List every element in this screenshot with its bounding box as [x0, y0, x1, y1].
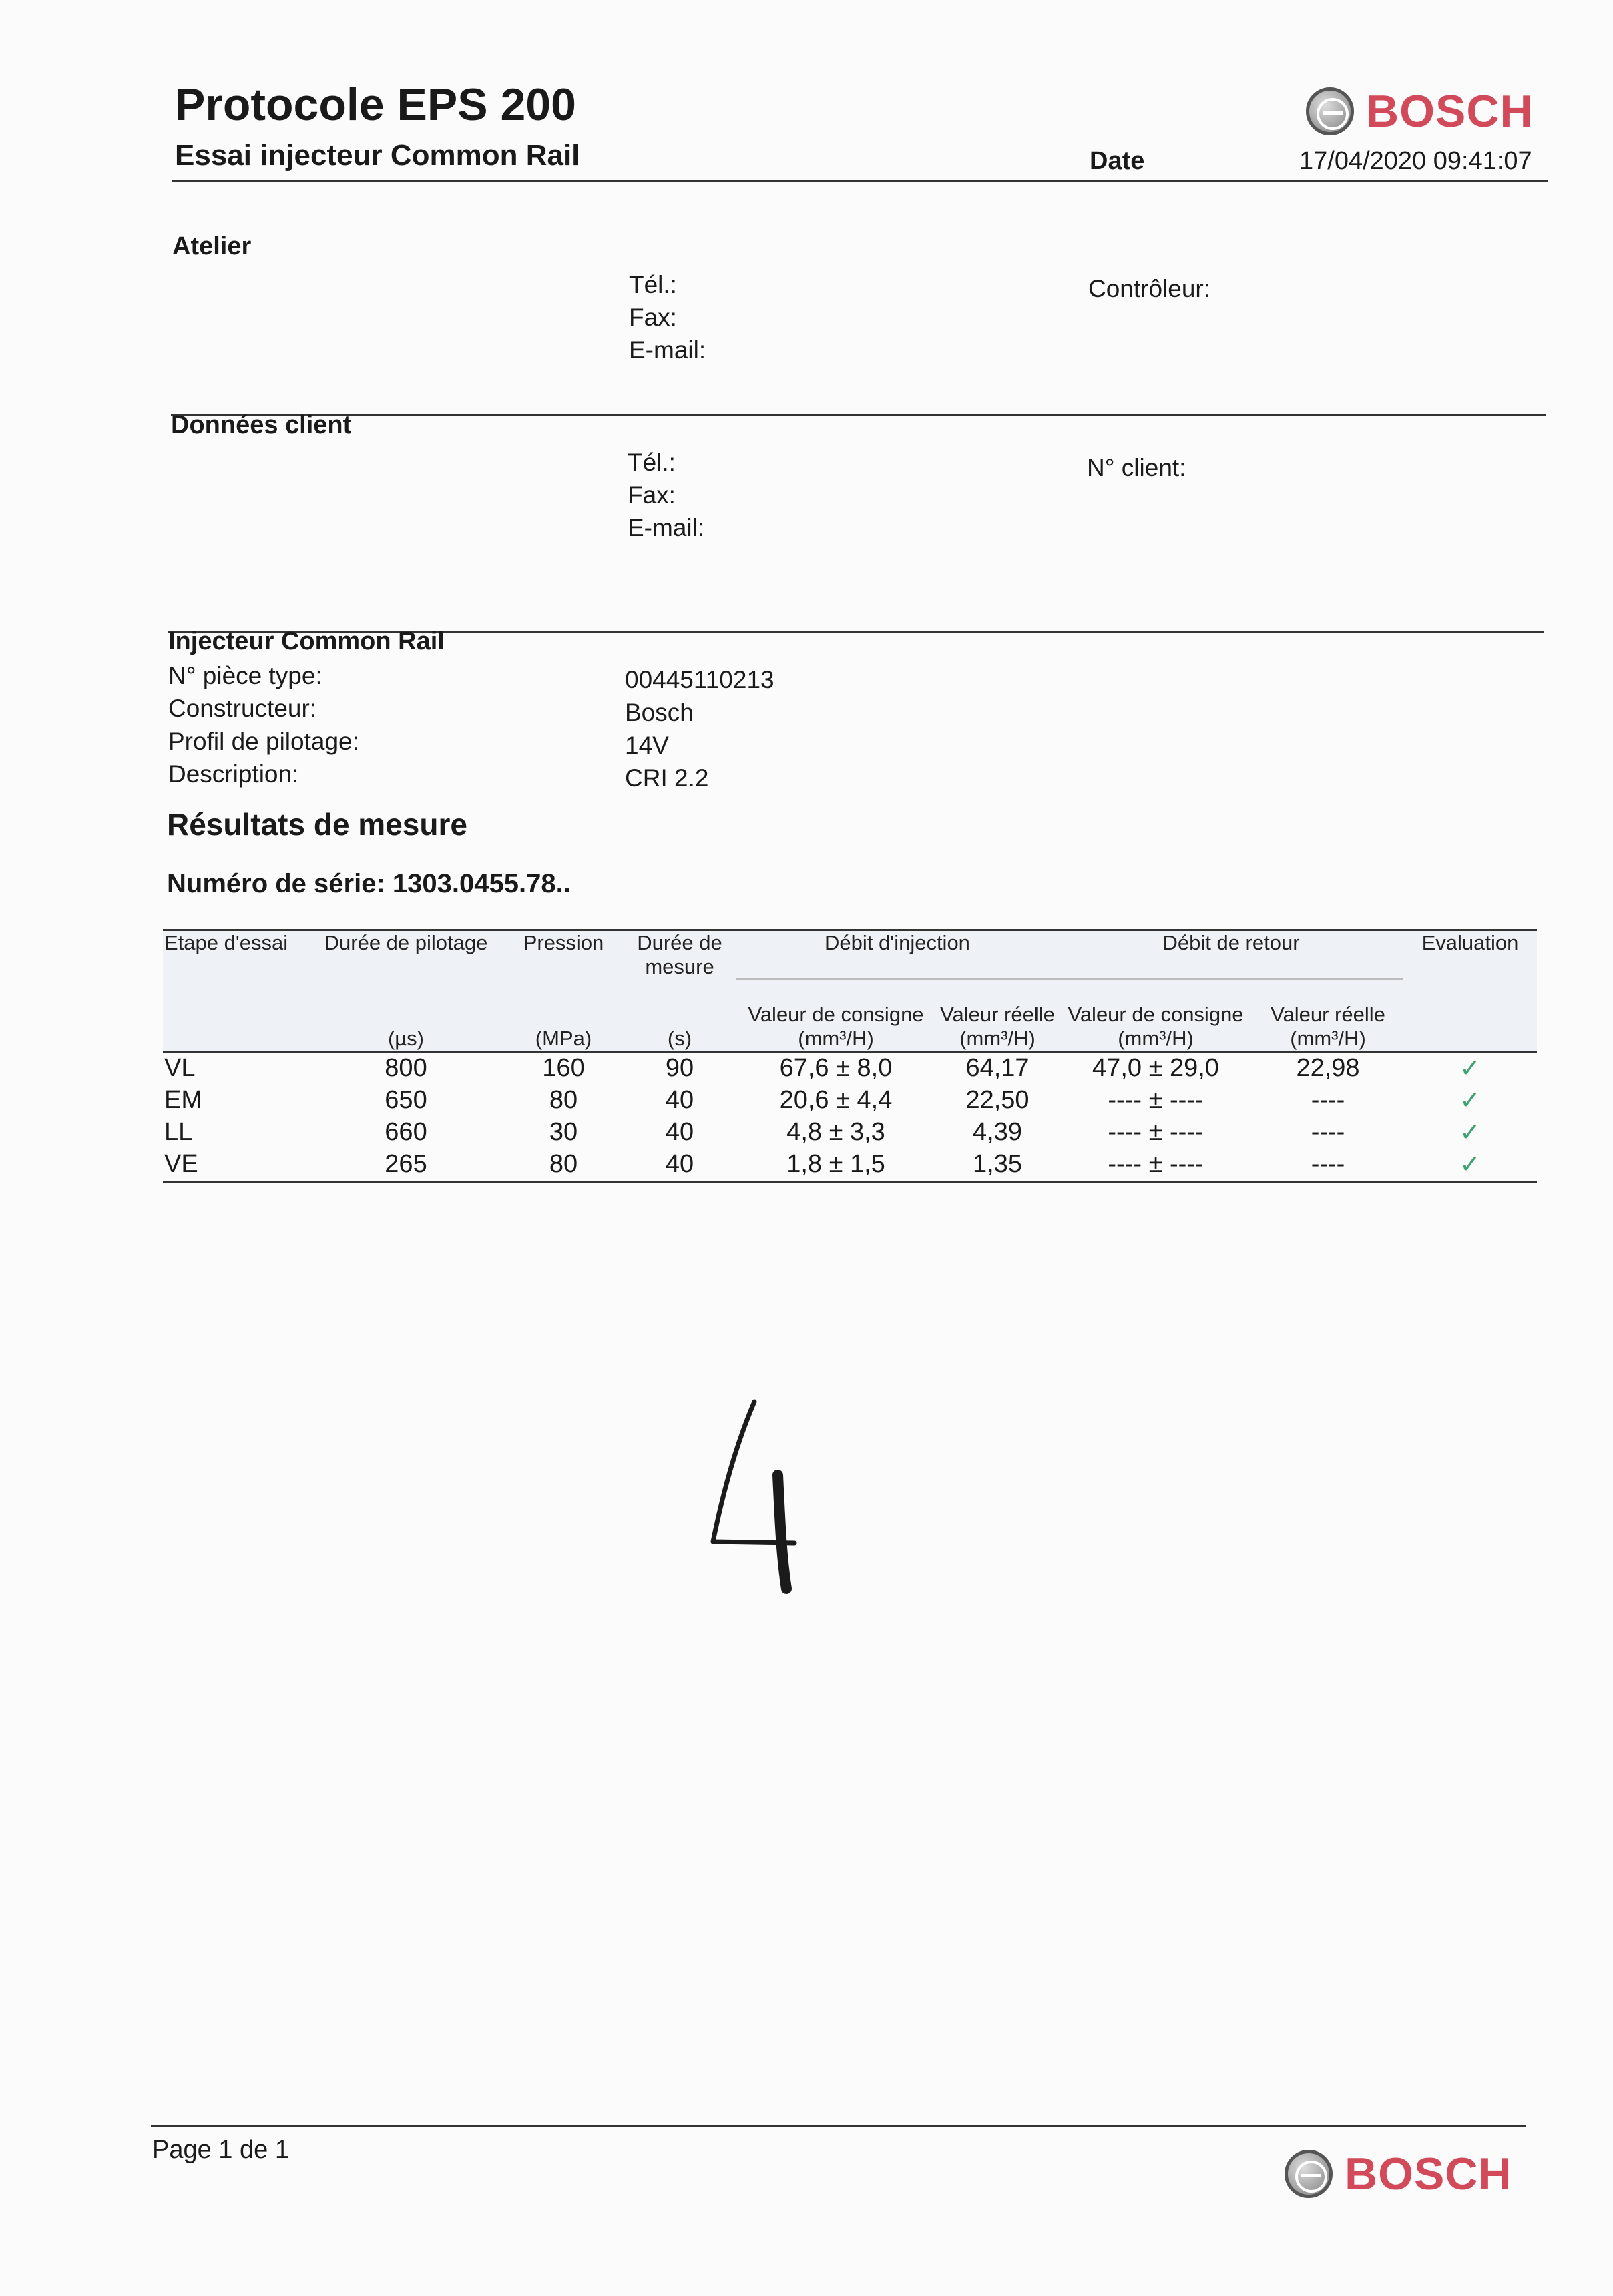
atelier-email-label: E-mail: [629, 336, 706, 364]
cell-pression: 80 [549, 1086, 578, 1114]
cell-inj-consigne: 1,8 ± 1,5 [786, 1150, 885, 1178]
profile-value: 14V [625, 732, 669, 759]
cell-inj-reelle: 22,50 [965, 1086, 1029, 1114]
profile-label: Profil de pilotage: [168, 728, 359, 755]
table-row [163, 1149, 1537, 1182]
atelier-tel-label: Tél.: [629, 271, 677, 298]
bosch-logo-text: BOSCH [1366, 86, 1534, 137]
atelier-fax-label: Fax: [629, 304, 677, 331]
footer-rule [151, 2125, 1526, 2127]
cell-ret-consigne: 47,0 ± 29,0 [1092, 1054, 1219, 1082]
cell-etape: VE [164, 1150, 198, 1178]
part-number-value: 00445110213 [625, 666, 774, 693]
date-value: 17/04/2020 09:41:07 [1299, 147, 1532, 175]
check-icon: ✓ [1459, 1150, 1481, 1179]
document-subtitle: Essai injecteur Common Rail [175, 139, 580, 172]
cell-mesure: 40 [665, 1118, 694, 1146]
description-value: CRI 2.2 [625, 764, 709, 792]
table-row [163, 1117, 1537, 1149]
check-icon: ✓ [1459, 1118, 1481, 1147]
col-header-evaluation: Evaluation [1421, 931, 1519, 954]
cell-ret-consigne: ---- ± ---- [1108, 1086, 1204, 1114]
col-unit-duree: (µs) [387, 1026, 424, 1050]
footer-bosch-logo-text: BOSCH [1345, 2148, 1512, 2199]
cell-etape: VL [164, 1054, 196, 1082]
cell-mesure: 40 [665, 1150, 694, 1178]
check-icon: ✓ [1459, 1086, 1481, 1115]
client-contact-block [628, 446, 704, 544]
client-tel-label: Tél.: [628, 449, 676, 476]
bosch-logo [1306, 85, 1534, 137]
col-header-pression: Pression [523, 931, 604, 954]
atelier-contact-block [629, 268, 706, 366]
inj-reelle-unit: (mm³/H) [959, 1026, 1035, 1050]
injecteur-values [625, 663, 774, 794]
cell-pression: 30 [549, 1118, 578, 1146]
results-table-header [163, 930, 1537, 1052]
col-header-duree-mesure [624, 930, 736, 980]
results-table [163, 929, 1537, 1183]
col-header-ret-reelle [1252, 979, 1403, 1051]
manufacturer-value: Bosch [625, 699, 694, 726]
col-header-duree-mesure-line1: Durée de [637, 931, 722, 954]
bosch-armature-icon [1285, 2150, 1333, 2198]
col-unit-mesure: (s) [667, 1026, 692, 1050]
cell-pression: 80 [549, 1150, 578, 1178]
col-header-inj-reelle [936, 979, 1059, 1051]
table-row [163, 1085, 1537, 1117]
cell-inj-consigne: 4,8 ± 3,3 [786, 1118, 885, 1146]
cell-etape: EM [164, 1086, 202, 1114]
cell-inj-consigne: 20,6 ± 4,4 [779, 1086, 893, 1114]
date-label: Date [1090, 147, 1145, 175]
cell-duree: 265 [385, 1150, 427, 1178]
cell-ret-reelle: ---- [1311, 1086, 1345, 1114]
col-header-inj-consigne [736, 979, 936, 1051]
serial-number: Numéro de série: 1303.0455.78.. [167, 869, 571, 898]
inj-reelle-label: Valeur réelle [940, 1002, 1055, 1026]
handwritten-number-4 [694, 1388, 815, 1602]
cell-inj-reelle: 1,35 [973, 1150, 1022, 1178]
cell-ret-consigne: ---- ± ---- [1108, 1118, 1204, 1146]
cell-inj-reelle: 64,17 [965, 1054, 1029, 1082]
cell-pression: 160 [542, 1054, 585, 1082]
client-number-label: N° client: [1087, 454, 1186, 481]
col-header-duree-pilotage: Durée de pilotage [324, 931, 488, 954]
results-title: Résultats de mesure [167, 807, 467, 842]
cell-mesure: 40 [665, 1086, 694, 1114]
col-unit-pression: (MPa) [535, 1026, 592, 1050]
inj-consigne-label: Valeur de consigne [748, 1002, 924, 1026]
controleur-label: Contrôleur: [1088, 275, 1211, 302]
inj-consigne-unit: (mm³/H) [798, 1026, 874, 1050]
part-number-label: N° pièce type: [168, 662, 322, 689]
cell-ret-reelle: 22,98 [1296, 1054, 1360, 1082]
client-email-label: E-mail: [628, 514, 705, 541]
cell-inj-consigne: 67,6 ± 8,0 [779, 1054, 893, 1082]
col-header-etape: Etape d'essai [164, 931, 288, 954]
col-header-ret-consigne [1059, 979, 1252, 1051]
ret-consigne-unit: (mm³/H) [1118, 1026, 1194, 1050]
col-header-duree-mesure-line2: mesure [645, 955, 714, 978]
document-title: Protocole EPS 200 [175, 79, 576, 130]
cell-inj-reelle: 4,39 [973, 1118, 1022, 1146]
page-indicator: Page 1 de 1 [152, 2136, 289, 2164]
col-header-debit-injection: Débit d'injection [736, 930, 1059, 980]
ret-reelle-label: Valeur réelle [1271, 1002, 1385, 1026]
footer-bosch-logo [1285, 2148, 1512, 2200]
cell-duree: 660 [385, 1118, 427, 1146]
description-label: Description: [168, 760, 299, 788]
ret-consigne-label: Valeur de consigne [1068, 1002, 1244, 1026]
cell-ret-reelle: ---- [1311, 1118, 1345, 1146]
col-header-debit-retour: Débit de retour [1059, 930, 1403, 980]
injecteur-heading: Injecteur Common Rail [168, 627, 445, 655]
manufacturer-label: Constructeur: [168, 695, 317, 722]
ret-reelle-unit: (mm³/H) [1290, 1026, 1366, 1050]
table-row [163, 1051, 1537, 1085]
cell-duree: 650 [385, 1086, 427, 1114]
cell-ret-reelle: ---- [1311, 1150, 1345, 1178]
atelier-heading: Atelier [172, 232, 252, 260]
client-heading: Données client [171, 411, 352, 439]
cell-ret-consigne: ---- ± ---- [1108, 1150, 1204, 1178]
cell-etape: LL [164, 1118, 193, 1146]
cell-duree: 800 [385, 1054, 427, 1082]
check-icon: ✓ [1459, 1054, 1481, 1083]
results-table-body [163, 1051, 1537, 1181]
client-fax-label: Fax: [628, 481, 676, 509]
header-rule [172, 180, 1548, 182]
injecteur-labels [168, 659, 359, 790]
atelier-rule [171, 414, 1546, 416]
col-header-evaluation-spacer [1403, 979, 1537, 1051]
bosch-armature-icon [1306, 87, 1354, 135]
cell-mesure: 90 [665, 1054, 694, 1082]
